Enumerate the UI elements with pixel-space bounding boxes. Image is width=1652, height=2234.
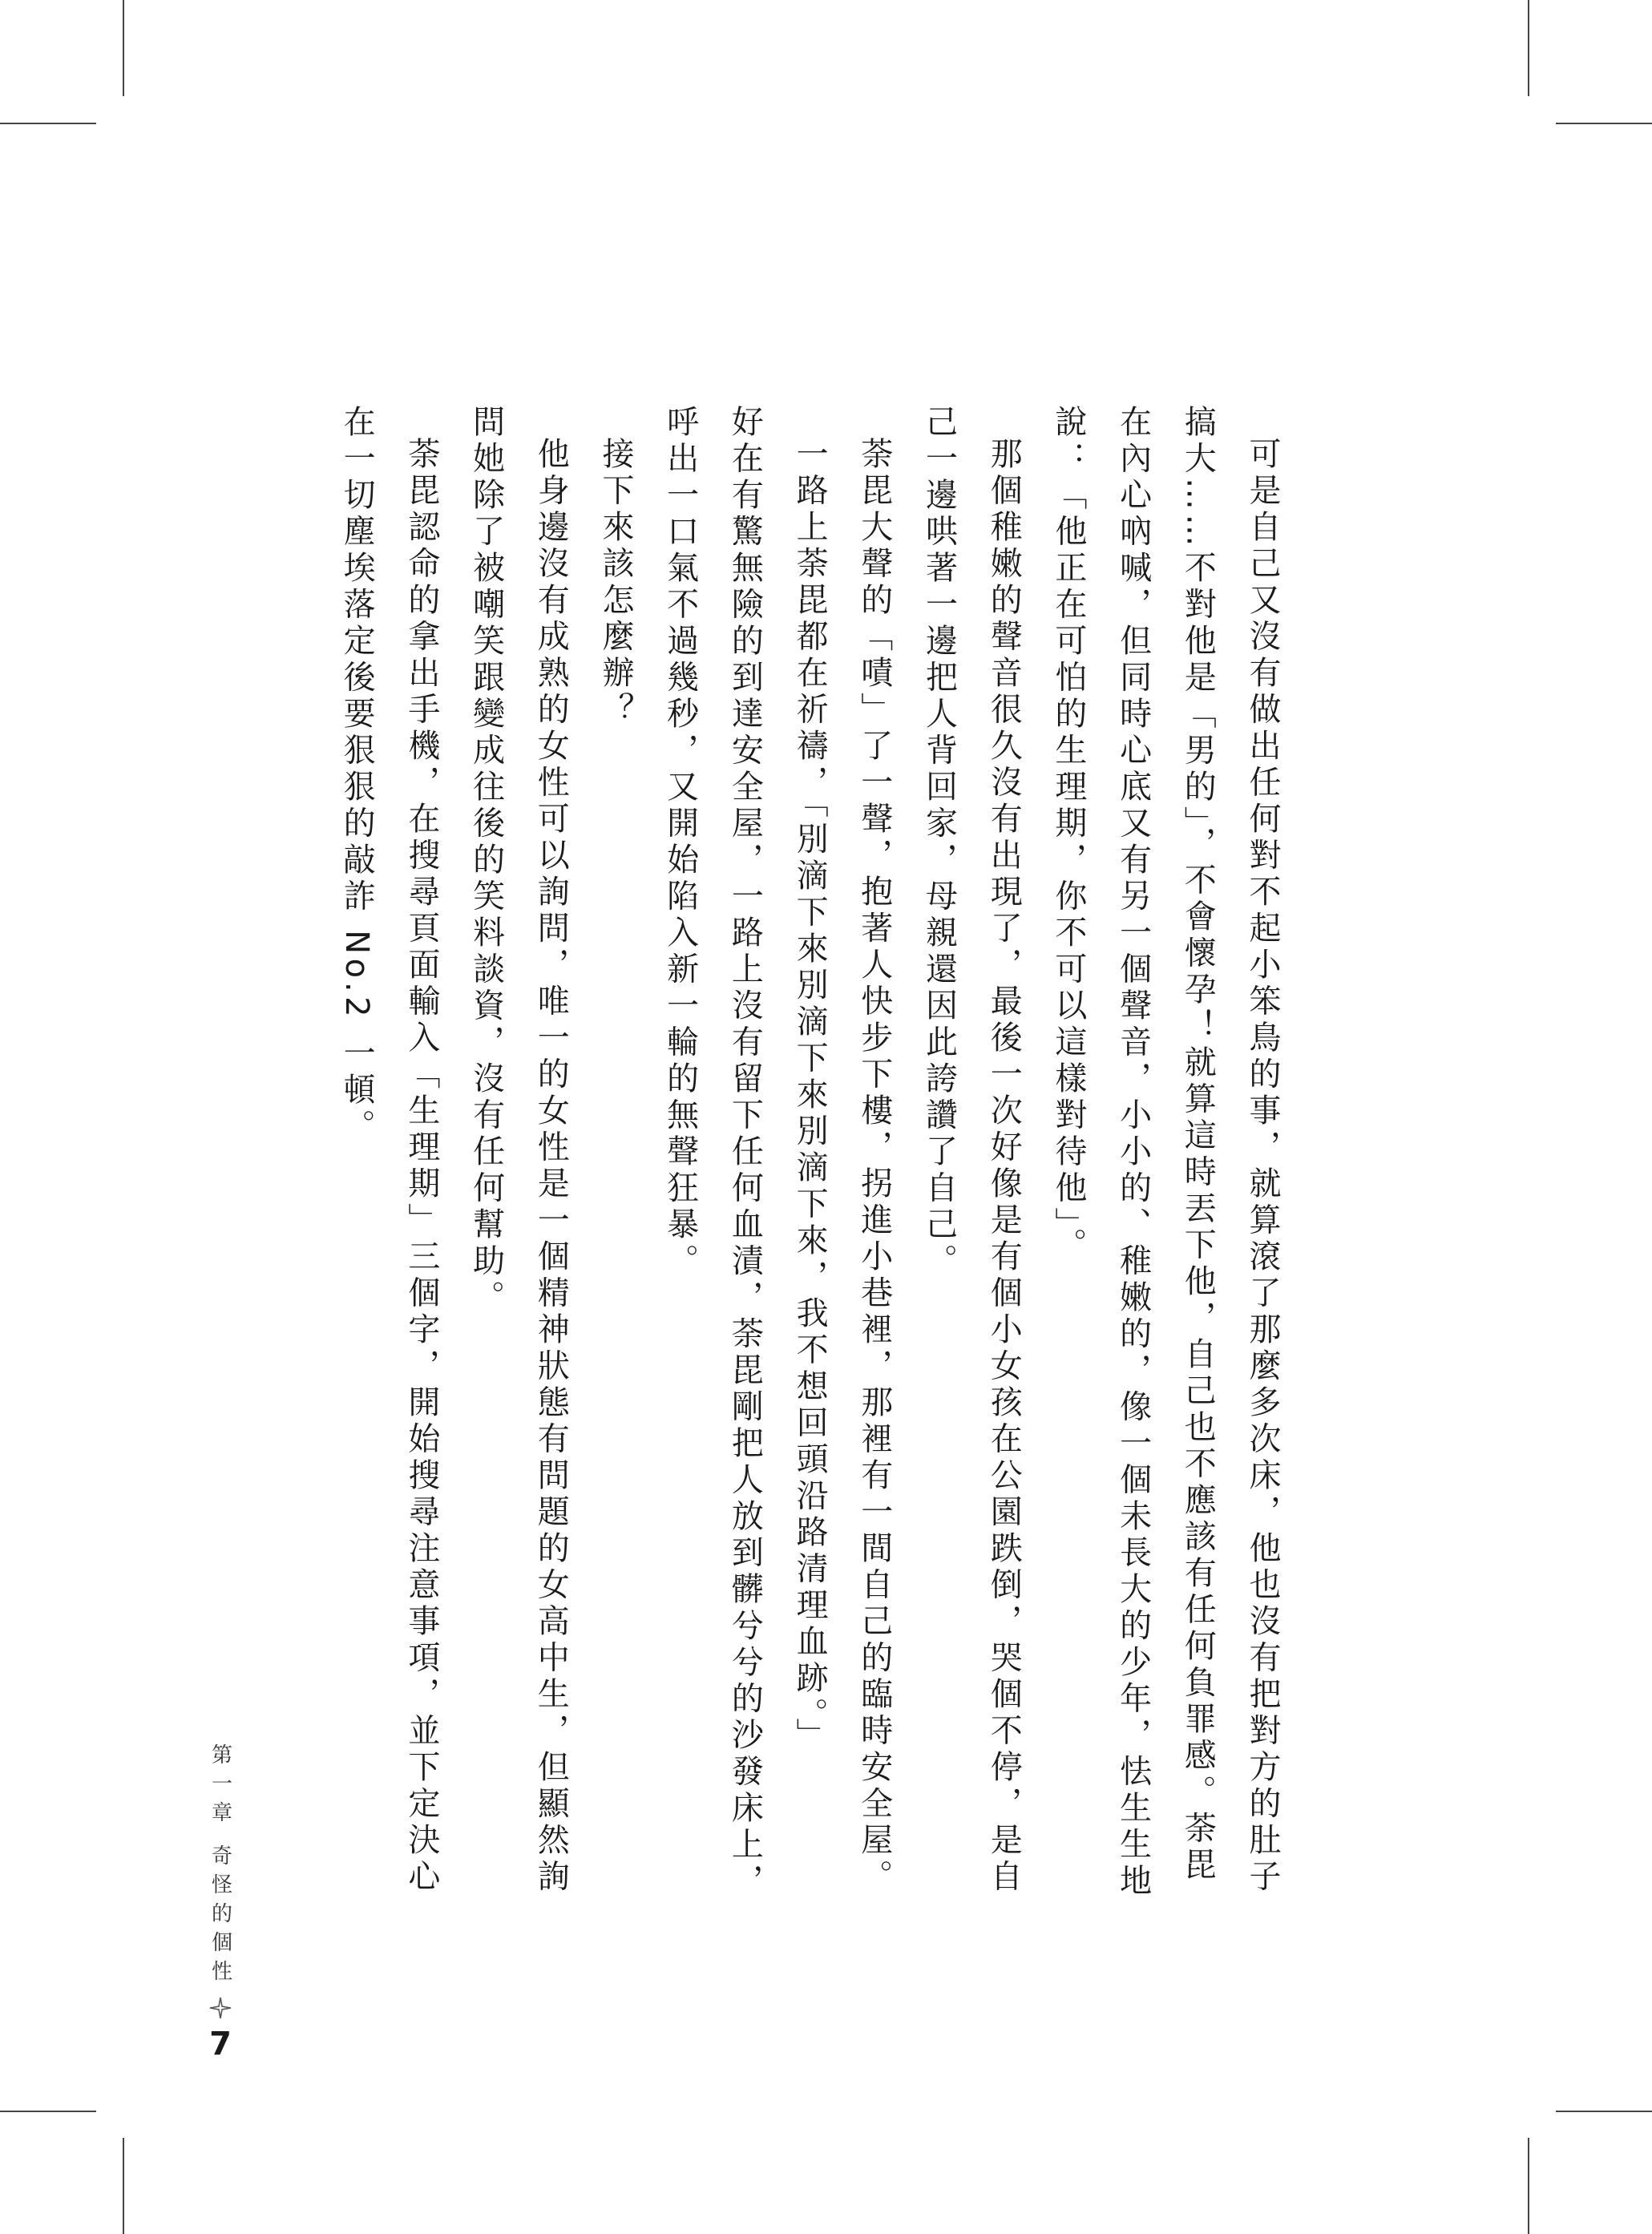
chapter-title: 第一章 奇怪的個性 xyxy=(208,1743,232,1990)
folio xyxy=(200,1743,240,2062)
paragraph: 接下來該怎麼辦？ xyxy=(596,437,634,729)
crop-mark-top-right xyxy=(1528,0,1529,96)
crop-mark-bottom-right-h xyxy=(1556,2111,1652,2112)
paragraph: 荼毘大聲的「嘖」了一聲，抱著人快步下樓，拐進小巷裡，那裡有一間自己的臨時安全屋。 xyxy=(855,437,893,1896)
crop-mark-top-right-h xyxy=(1556,123,1652,124)
paragraph: 他身邊沒有成熟的女性可以詢問，唯一的女性是一個精神狀態有問題的女高中生，但顯然詢問她除了被嘲笑跟變成往後的笑料談資，沒有任何幫助。 xyxy=(467,405,570,1896)
paragraph: 荼毘認命的拿出手機，在搜尋頁面輸入「生理期」三個字，開始搜尋注意事項，並下定決心在一切塵埃落定後要狠狠的敲詐 No.2 一頓。 xyxy=(338,405,440,1896)
body-text xyxy=(338,405,1295,1920)
crop-mark-bottom-right xyxy=(1528,2138,1529,2234)
four-point-star-icon xyxy=(209,1997,232,2019)
crop-mark-bottom-left-h xyxy=(0,2111,96,2112)
page-number: 7 xyxy=(209,2026,232,2063)
paragraph: 好在有驚無險的到達安全屋，一路上沒有留下任何血漬，荼毘剛把人放到髒兮兮的沙發床上，呼出一口氣不過幾秒，又開始陷入新一輪的無聲狂暴。 xyxy=(661,405,764,1901)
paragraph: 一路上荼毘都在祈禱，「別滴下來別滴下來別滴下來，我不想回頭沿路清理血跡。」 xyxy=(791,437,829,1755)
crop-mark-bottom-left xyxy=(123,2138,124,2234)
crop-mark-top-left-h xyxy=(0,123,96,124)
paragraph: 可是自己又沒有做出任何對不起小笨鳥的事，就算滾了那麼多次床，他也沒有把對方的肚子搞大……不對他是「男的」，不會懷孕！就算這時丟下他，自己也不應該有任何負罪感。荼毘在內心吶喊，但同時心底又有另一個聲音，小小的、稚嫩的，像一個未長大的少年，怯生生地說：「他正在可怕的生理期，你不可以這樣對待他」。 xyxy=(1049,405,1281,1901)
crop-mark-top-left xyxy=(123,0,124,96)
paragraph: 那個稚嫩的聲音很久沒有出現了，最後一次好像是有個小女孩在公園跌倒，哭個不停，是自己一邊哄著一邊把人背回家，母親還因此誇讚了自己。 xyxy=(920,405,1023,1896)
